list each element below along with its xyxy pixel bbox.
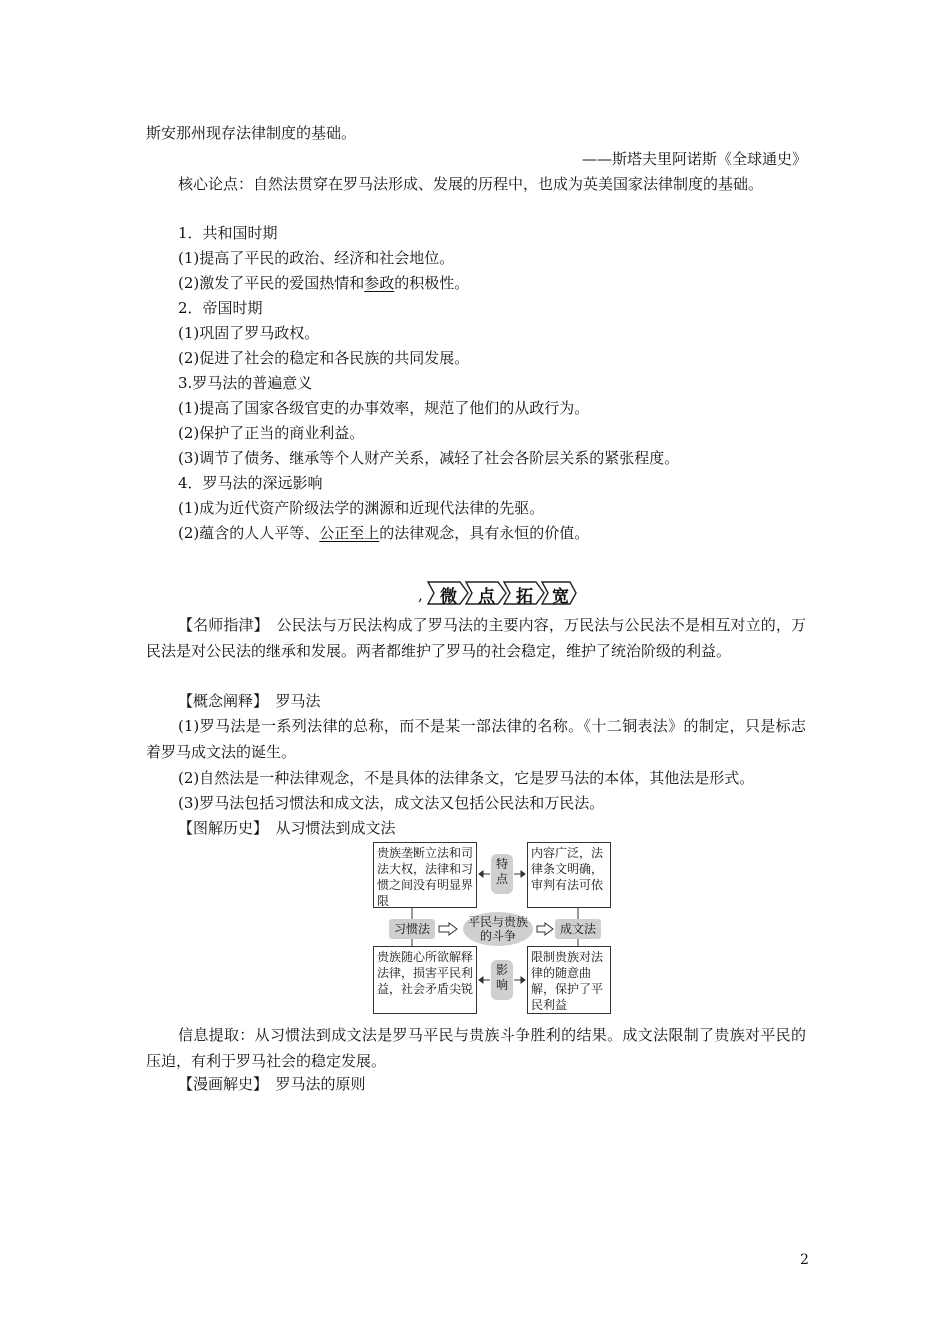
section1-item2 (178, 273, 469, 293)
banner-comma: , (418, 586, 423, 604)
concept-heading (178, 691, 321, 711)
underlined-term-gongzheng: 公正至上 (319, 524, 380, 542)
cartoon-heading (178, 1074, 366, 1094)
diagram-arrows (373, 838, 609, 1016)
section3-item1: (1)提高了国家各级官吏的办事效率，规范了他们的从政行为。 (178, 399, 590, 417)
concept-item3: (3)罗马法包括习惯法和成文法，成文法又包括公民法和万民法。 (178, 794, 605, 812)
history-title: 从习惯法到成文法 (260, 819, 396, 837)
teacher-label: 【名师指津】 (178, 616, 262, 634)
section3-item2: (2)保护了正当的商业利益。 (178, 424, 365, 442)
banner-char-4: 宽 (552, 587, 569, 607)
pill-written-law: 成文法 (555, 919, 601, 939)
section3-heading: 3.罗马法的普遍意义 (178, 374, 313, 392)
quote-source: ——斯塔夫里阿诺斯《全球通史》 (581, 150, 807, 168)
core-point: 核心论点：自然法贯穿在罗马法形成、发展的历程中，也成为英美国家法律制度的基础。 (178, 175, 764, 193)
section4-item1: (1)成为近代资产阶级法学的渊源和近现代法律的先驱。 (178, 499, 545, 517)
section1-item1: (1)提高了平民的政治、经济和社会地位。 (178, 249, 455, 267)
center-struggle: 平民与贵族的斗争 (463, 912, 533, 946)
section4-heading: 4．罗马法的深远影响 (178, 474, 323, 492)
section3-item3: (3)调节了债务、继承等个人财产关系，减轻了社会各阶层关系的紧张程度。 (178, 449, 680, 467)
concept-item2: (2)自然法是一种法律观念，不是具体的法律条文，它是罗马法的本体，其他法是形式。 (178, 769, 755, 787)
pill-customary-law: 习惯法 (389, 919, 435, 939)
tag-features: 特点 (491, 854, 513, 894)
teacher-text: 公民法与万民法构成了罗马法的主要内容，万民法与公民法不是相互对立的，万民法是对公民法的继承和发展。两者都维护了罗马的社会稳定，维护了统治阶级的利益。 (146, 616, 806, 660)
info-extraction: 信息提取：从习惯法到成文法是罗马平民与贵族斗争胜利的结果。成文法限制了贵族对平民的压迫，有利于罗马社会的稳定发展。 (146, 1026, 806, 1070)
concept-title: 罗马法 (260, 692, 321, 710)
teacher-guidance (146, 612, 806, 664)
box-written-effects: 限制贵族对法律的随意曲解，保护了平民利益 (527, 946, 611, 1014)
section1-heading: 1．共和国时期 (178, 224, 278, 242)
section4-item2-post: 的法律观念，具有永恒的价值。 (379, 524, 590, 542)
banner-char-1: 微 (440, 587, 457, 607)
box-written-traits: 内容广泛，法律条文明确，审判有法可依 (527, 842, 611, 908)
concept-label: 【概念阐释】 (178, 692, 261, 710)
section2-item1: (1)巩固了罗马政权。 (178, 324, 320, 342)
section2-heading: 2．帝国时期 (178, 299, 263, 317)
banner-char-3: 拓 (516, 587, 533, 607)
section2-item2: (2)促进了社会的稳定和各民族的共同发展。 (178, 349, 470, 367)
history-label: 【图解历史】 (178, 819, 261, 837)
section1-item2-pre: (2)激发了平民的爱国热情和 (178, 274, 365, 292)
concept-item1: (1)罗马法是一系列法律的总称，而不是某一部法律的名称。《十二铜表法》的制定，只是标志着罗马成文法的诞生。 (146, 717, 806, 761)
section-banner (418, 580, 578, 606)
banner-char-2: 点 (478, 587, 495, 607)
law-evolution-diagram (373, 838, 609, 1016)
section4-item2-pre: (2)蕴含的人人平等、 (178, 524, 320, 542)
underlined-term-canzheng: 参政 (364, 274, 395, 292)
history-heading (178, 818, 396, 838)
section4-item2 (178, 523, 589, 543)
box-customary-effects: 贵族随心所欲解释法律，损害平民利益，社会矛盾尖锐 (373, 946, 477, 1014)
cartoon-title: 罗马法的原则 (260, 1075, 366, 1093)
cartoon-label: 【漫画解史】 (178, 1075, 261, 1093)
tag-influence: 影响 (491, 960, 513, 1000)
section1-item2-post: 的积极性。 (394, 274, 470, 292)
quote-text-end: 斯安那州现存法律制度的基础。 (146, 124, 357, 142)
box-customary-traits: 贵族垄断立法和司法大权，法律和习惯之间没有明显界限 (373, 842, 477, 908)
page-number: 2 (800, 1252, 809, 1268)
